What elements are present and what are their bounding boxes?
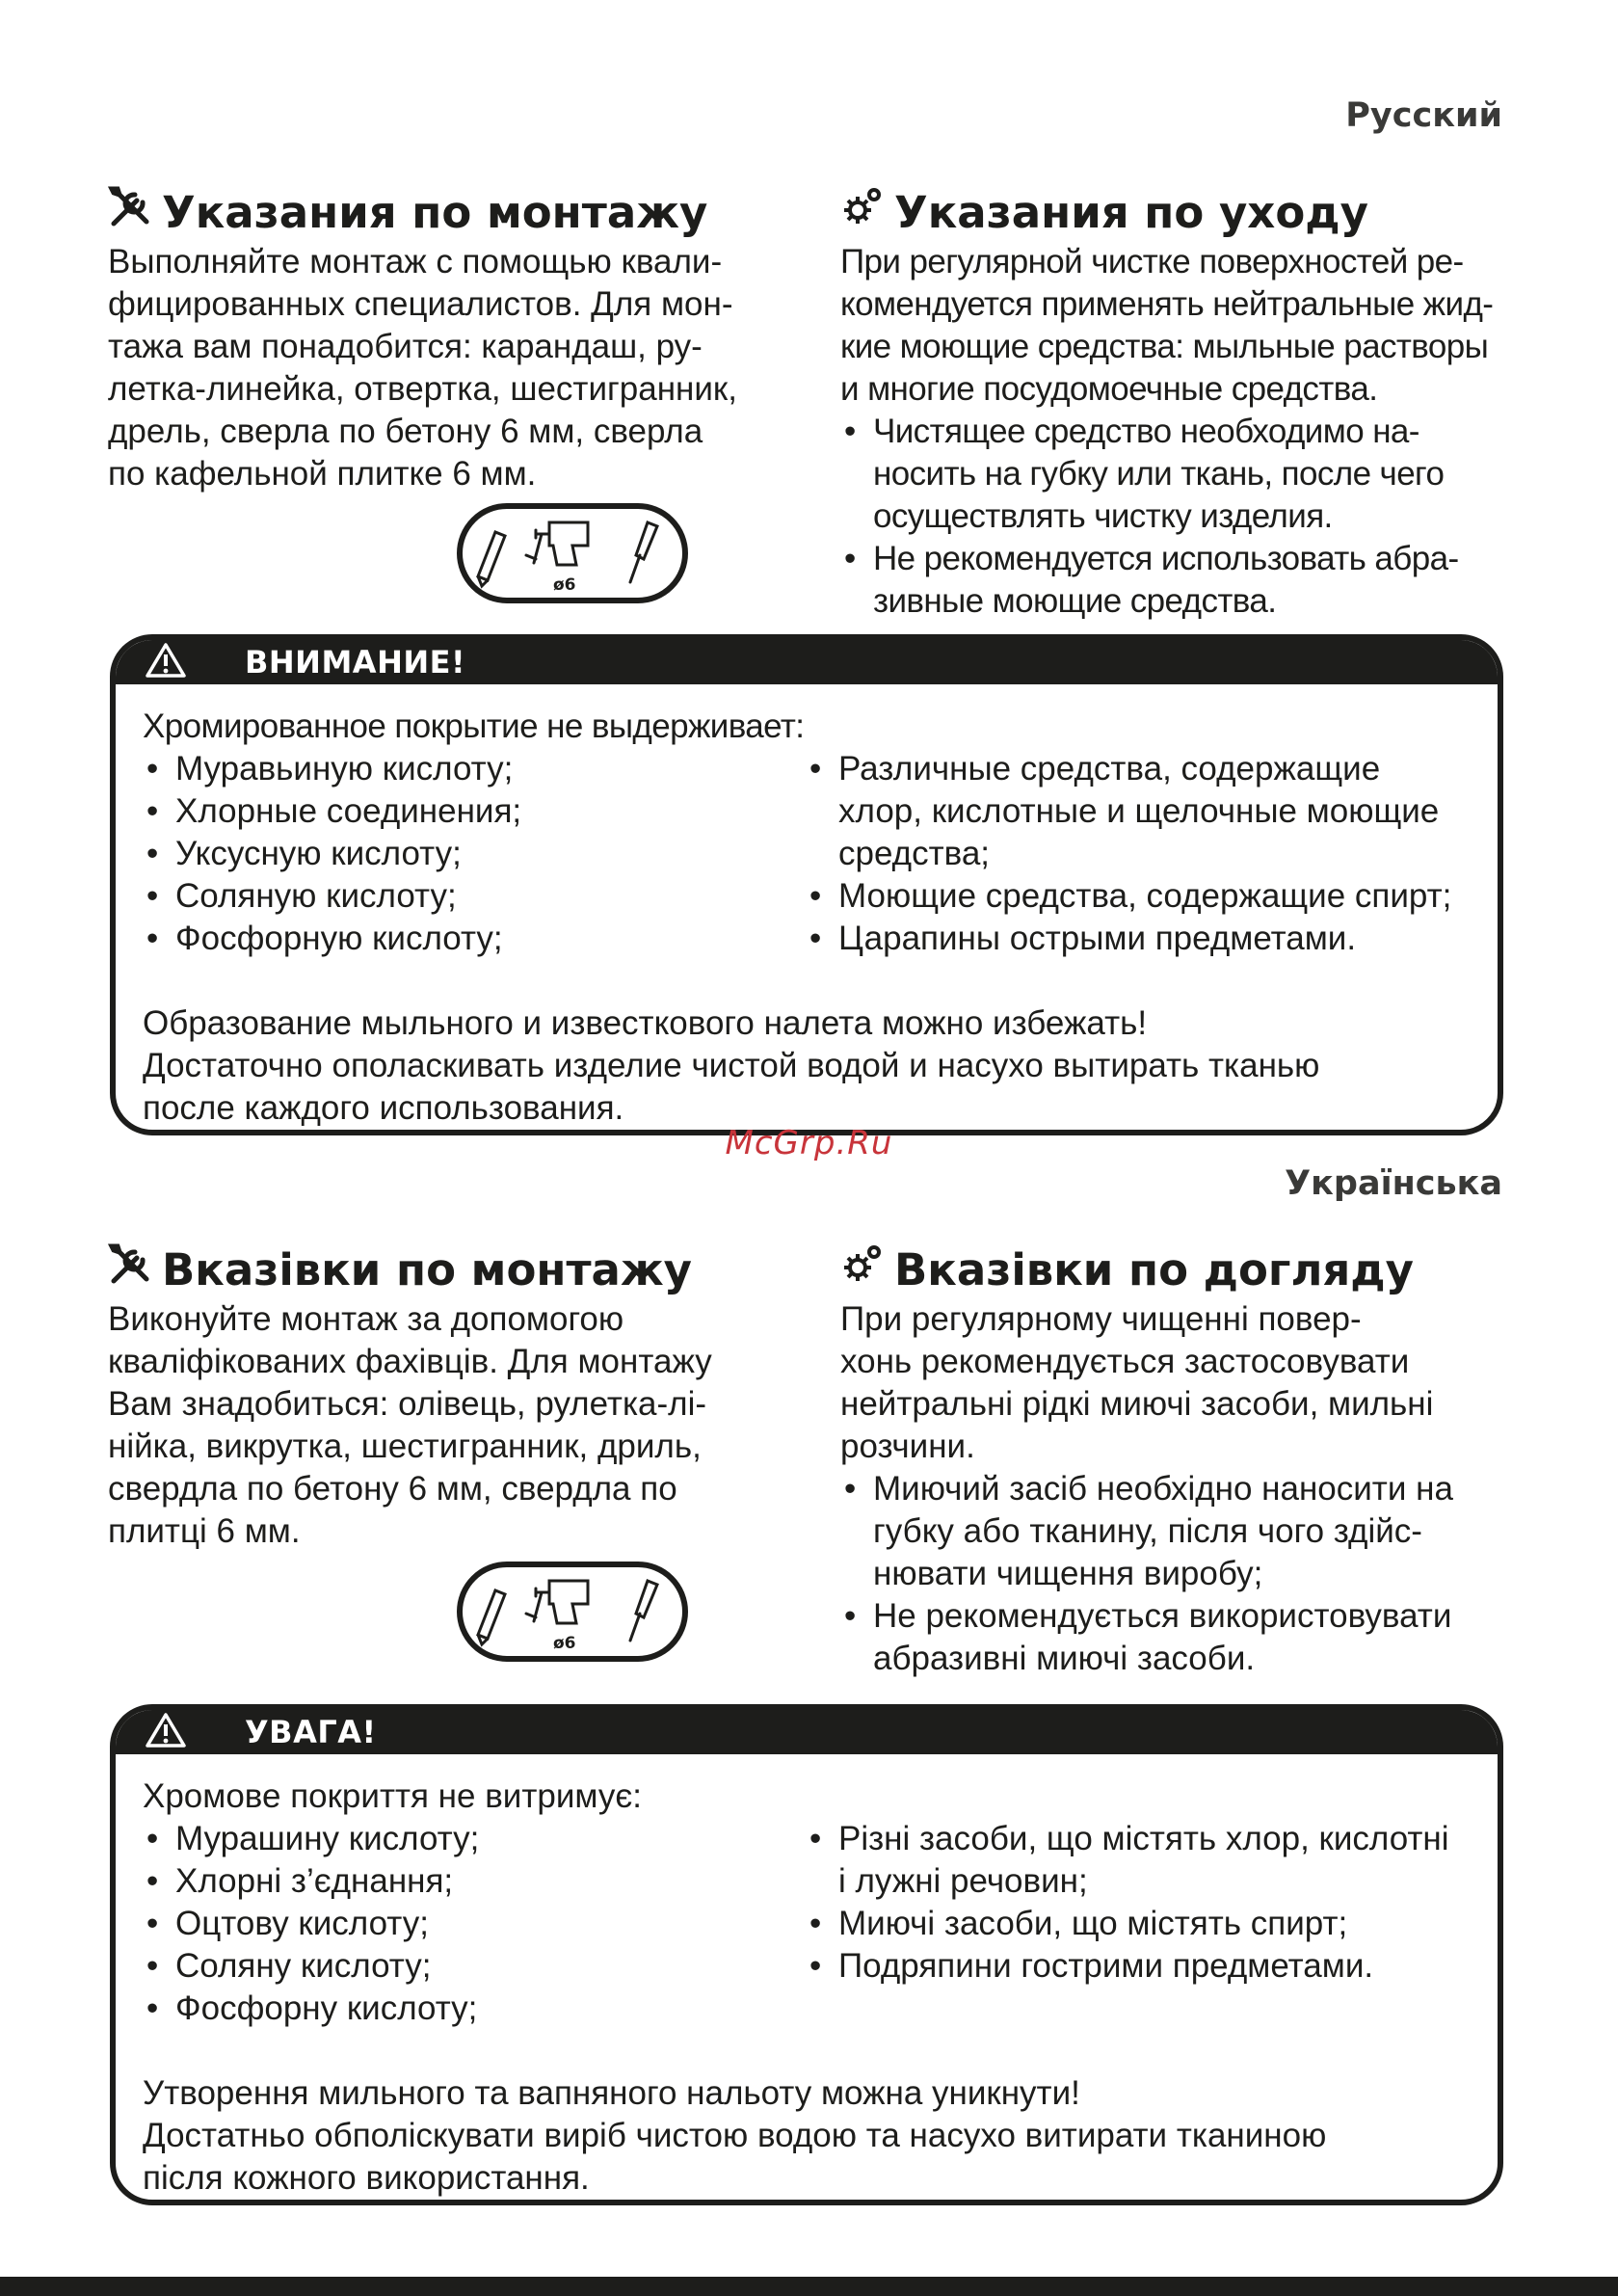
list-item: • Подряпини гострими предметами. — [806, 1945, 1480, 1988]
mounting-section-ru — [108, 185, 782, 495]
mounting-heading-uk: Вказівки по монтажу — [108, 1242, 782, 1298]
care-heading-uk: Вказівки по догляду — [840, 1242, 1515, 1298]
list-item: • Не рекомендуется использовать абра- зивные моющие средства. — [840, 538, 1515, 623]
tools-illustration-uk — [457, 1562, 688, 1662]
list-item: • Миючий засіб необхідно наносити на губку або тканину, після чого здійс- нювати чищення виробу; — [840, 1468, 1515, 1595]
warning-footer-ru: Образование мыльного и известкового налета можно избежать! Достаточно ополаскивать изделие чистой водой и насухо вытирать тканью после каждого использования. — [143, 1004, 1320, 1127]
language-label-russian: Русский — [1345, 96, 1502, 135]
list-item: • Оцтову кислоту; — [143, 1903, 806, 1945]
list-item: • Различные средства, содержащие хлор, кислотные и щелочные моющие средства; — [806, 748, 1480, 875]
gear-icon — [840, 185, 885, 241]
warning-triangle-icon — [116, 1712, 187, 1753]
list-item: • Царапины острыми предметами. — [806, 918, 1480, 960]
pencil-icon — [478, 1590, 505, 1644]
warning-list-right-ru — [806, 748, 1480, 960]
list-item: • Моющие средства, содержащие спирт; — [806, 875, 1480, 918]
warning-triangle-icon — [116, 642, 187, 683]
warning-footer-uk: Утворення мильного та вапняного нальоту можна уникнути! Достатньо обполіскувати виріб чистою водою та насухо витирати тканиною після кожного використання. — [143, 2074, 1327, 2197]
warning-box-ru — [110, 634, 1503, 1135]
list-item: • Хлорные соединения; — [143, 790, 806, 833]
drill-size-label: ø6 — [553, 1634, 576, 1653]
list-item: • Чистящее средство необходимо на- носить на губку или ткань, после чего осуществлять чистку изделия. — [840, 411, 1515, 538]
mounting-text-ru: Выполняйте монтаж с помощью квали- фицированных специалистов. Для мон- тажа вам понадобится: карандаш, ру- летка-линейка, отвертка, шестигранник, дрель, сверла по бетону 6 мм, сверла по кафельной плитке 6 мм. — [108, 243, 737, 493]
gear-icon — [840, 1242, 885, 1298]
care-bullets-uk — [840, 1468, 1515, 1680]
care-section-uk — [840, 1242, 1515, 1680]
warning-list-left-uk — [143, 1818, 806, 2030]
care-heading-ru: Указания по уходу — [840, 185, 1515, 241]
care-bullets-ru — [840, 411, 1515, 623]
wrench-screwdriver-icon — [108, 1242, 152, 1298]
list-item: • Фосфорну кислоту; — [143, 1988, 806, 2030]
warning-title-uk: УВАГА! — [245, 1714, 377, 1750]
list-item: • Миючі засоби, що містять спирт; — [806, 1903, 1480, 1945]
list-item: • Фосфорную кислоту; — [143, 918, 806, 960]
mounting-heading-ru: Указания по монтажу — [108, 185, 782, 241]
wrench-screwdriver-icon — [108, 185, 152, 241]
list-item: • Не рекомендується використовувати абразивні миючі засоби. — [840, 1595, 1515, 1680]
drill-icon — [526, 1581, 588, 1623]
mounting-text-uk: Виконуйте монтаж за допомогою кваліфікованих фахівців. Для монтажу Вам знадобиться: олівець, рулетка-лі- нійка, викрутка, шестигранник, дриль, свердла по бетону 6 мм, свердла по плитці 6 мм. — [108, 1300, 712, 1550]
care-text-ru: При регулярной чистке поверхностей ре- комендуется применять нейтральные жид- кие моющие средства: мыльные растворы и многие посудомоечные средства. — [840, 243, 1494, 408]
pencil-icon — [478, 532, 505, 586]
list-item: • Уксусную кислоту; — [143, 833, 806, 875]
warning-list-right-uk — [806, 1818, 1480, 2030]
drill-size-label: ø6 — [553, 575, 576, 595]
list-item: • Різні засоби, що містять хлор, кислотні і лужні речовин; — [806, 1818, 1480, 1903]
warning-header-ru — [116, 640, 1498, 684]
screwdriver-icon — [630, 522, 657, 582]
care-text-uk: При регулярному чищенні повер- хонь рекомендується застосовувати нейтральні рідкі миючі засоби, мильні розчини. — [840, 1300, 1434, 1465]
list-item: • Соляную кислоту; — [143, 875, 806, 918]
list-item: • Мурашину кислоту; — [143, 1818, 806, 1860]
page-bottom-rule — [0, 2277, 1618, 2296]
warning-header-uk — [116, 1710, 1498, 1754]
warning-intro-uk: Хромове покриття не витримує: — [143, 1777, 642, 1815]
warning-intro-ru: Хромированное покрытие не выдерживает: — [143, 707, 805, 745]
care-section-ru — [840, 185, 1515, 623]
watermark: McGrp.Ru — [725, 1124, 893, 1162]
drill-icon — [526, 522, 588, 565]
mounting-section-uk — [108, 1242, 782, 1553]
list-item: • Соляну кислоту; — [143, 1945, 806, 1988]
warning-title-ru: ВНИМАНИЕ! — [245, 644, 466, 681]
warning-box-uk — [110, 1704, 1503, 2205]
tools-illustration-ru — [457, 503, 688, 603]
language-label-ukrainian: Українська — [1285, 1164, 1502, 1203]
warning-list-left-ru — [143, 748, 806, 960]
screwdriver-icon — [630, 1581, 657, 1641]
list-item: • Хлорні з’єднання; — [143, 1860, 806, 1903]
list-item: • Муравьиную кислоту; — [143, 748, 806, 790]
